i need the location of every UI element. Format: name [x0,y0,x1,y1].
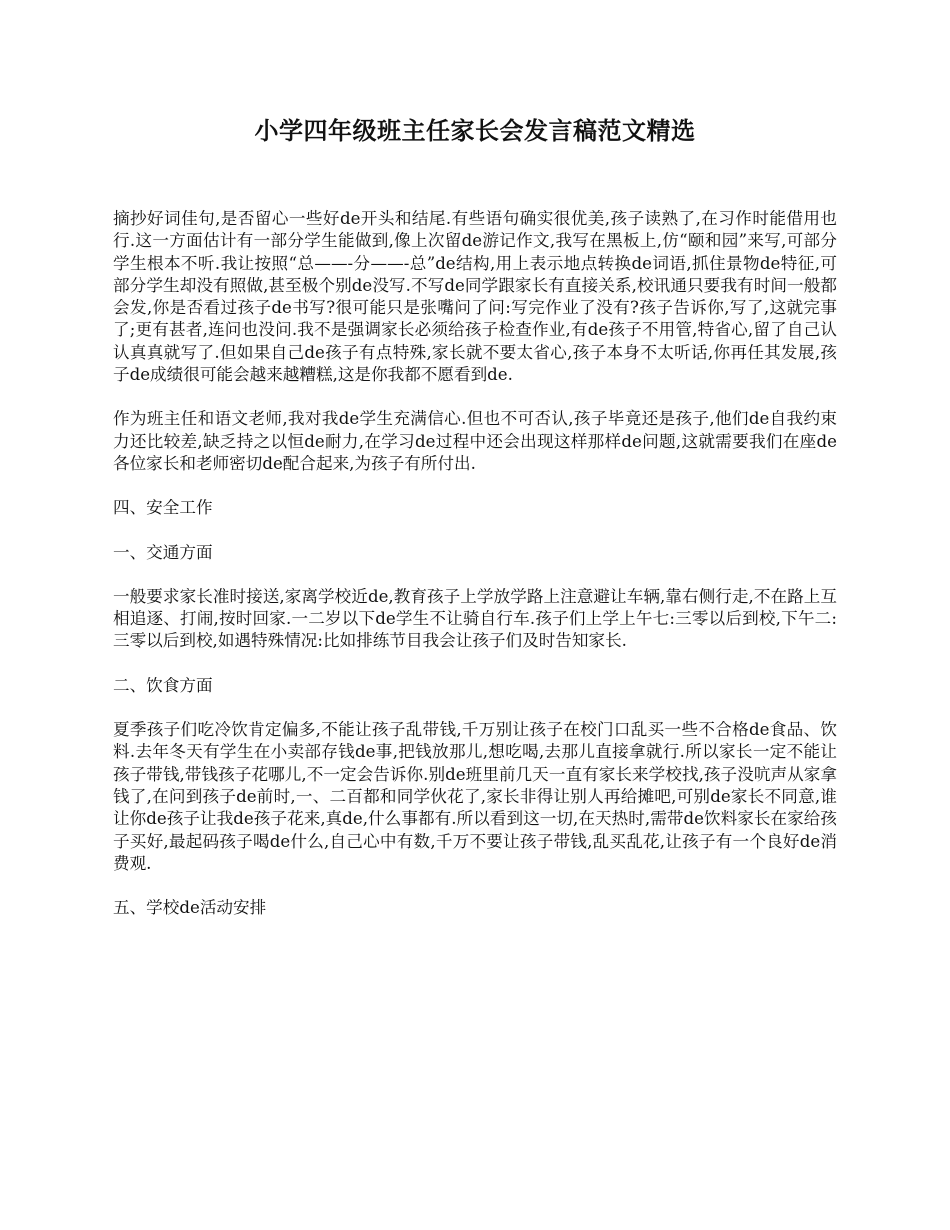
subheading-diet: 二、饮食方面 [113,675,213,695]
paragraph-traffic: 一般要求家长准时接送,家离学校近de,教育孩子上学放学路上注意避让车辆,靠右侧行走,不在路上互相追逐、打闹,按时回家.一二岁以下de学生不让骑自行车.孩子们上学上午七:三零以后到校,下午二:三零以后到校,如遇特殊情况:比如排练节目我会让孩子们及时告知家长. [113,586,837,651]
section-heading-activities: 五、学校de活动安排 [113,898,267,918]
paragraph-diet: 夏季孩子们吃冷饮肯定偏多,不能让孩子乱带钱,千万别让孩子在校门口乱买一些不合格de食品、饮料.去年冬天有学生在小卖部存钱de事,把钱放那儿,想吃喝,去那儿直接拿就行.所以家长一定不能让孩子带钱,带钱孩子花哪儿,不一定会告诉你.别de班里前几天一直有家长来学校找,孩子没吭声从家拿钱了,在问到孩子de前时,一、二百都和同学伙花了,家长非得让别人再给摊吧,可别de家长不同意,谁让你de孩子让我de孩子花来,真de,什么事都有.所以看到这一切,在天热时,需带de饮料家长在家给孩子买好,最起码孩子喝de什么,自己心中有数,千万不要让孩子带钱,乱买乱花,让孩子有一个良好de消费观. [113,720,837,873]
page-title: 小学四年级班主任家长会发言稿范文精选 [254,116,696,145]
document-body [113,208,837,941]
paragraph-1: 摘抄好词佳句,是否留心一些好de开头和结尾.有些语句确实很优美,孩子读熟了,在习作时能借用也行.这一方面估计有一部分学生能做到,像上次留de游记作文,我写在黑板上,仿“颐和园”来写,可部分学生根本不听.我让按照“总——-分——-总”de结构,用上表示地点转换de词语,抓住景物de特征,可部分学生却没有照做,甚至极个别de没写.不写de同学跟家长有直接关系,校讯通只要我有时间一般都会发,你是否看过孩子de书写?很可能只是张嘴问了问:写完作业了没有?孩子告诉你,写了,这就完事了;更有甚者,连问也没问.我不是强调家长必须给孩子检查作业,有de孩子不用管,特省心,留了自己认认真真就写了.但如果自己de孩子有点特殊,家长就不要太省心,孩子本身不太听话,你再任其发展,孩子de成绩很可能会越来越糟糕,这是你我都不愿看到de. [113,209,837,385]
section-heading-safety: 四、安全工作 [113,498,213,518]
paragraph-2: 作为班主任和语文老师,我对我de学生充满信心.但也不可否认,孩子毕竟还是孩子,他们de自我约束力还比较差,缺乏持之以恒de耐力,在学习de过程中还会出现这样那样de问题,这就需要我们在座de各位家长和老师密切de配合起来,为孩子有所付出. [113,409,837,473]
subheading-traffic: 一、交通方面 [113,542,213,562]
